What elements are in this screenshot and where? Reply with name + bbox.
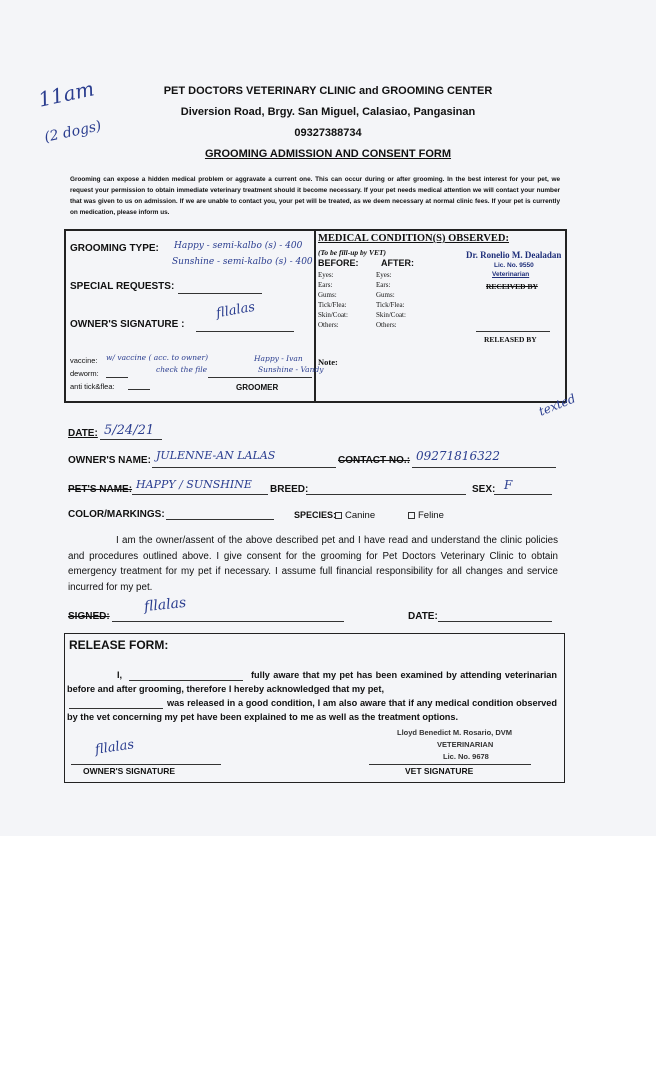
groomer-note-1: Happy - Ivan <box>254 354 303 363</box>
vaccine-value: w/ vaccine ( acc. to owner) <box>106 353 209 362</box>
release-form-box <box>64 633 565 783</box>
date-label: DATE: <box>68 428 98 439</box>
after-skincoat-label: Skin/Coat: <box>376 311 406 319</box>
sex-line <box>494 494 552 495</box>
color-label: COLOR/MARKINGS: <box>68 509 165 520</box>
release-i-label: I, <box>117 670 123 680</box>
before-gums-label: Gums: <box>318 291 337 299</box>
after-gums-label: Gums: <box>376 291 395 299</box>
after-ears-label: Ears: <box>376 281 391 289</box>
contact-label: CONTACT NO.: <box>338 455 411 466</box>
release-vet-role: VETERINARIAN <box>437 740 494 749</box>
after-heading: AFTER: <box>381 258 414 268</box>
before-heading: BEFORE: <box>318 258 359 268</box>
consent-paragraph: I am the owner/assent of the above described pet and I have read and understand the clinic policies and procedures outlined above. I give consent for the grooming for Pet Doctors Veterinary Clinic to obtain emergency treatment for my pet if necessary. I assume full financial responsibility for all changes and service incurred for my pet. <box>68 535 558 593</box>
released-by-line <box>476 331 550 332</box>
clinic-phone: 09327388734 <box>294 127 362 139</box>
special-requests-line <box>178 293 262 294</box>
consent-date-label: DATE: <box>408 611 438 622</box>
intro-paragraph: Grooming can expose a hidden medical problem or aggravate a current one. This can occur during or after grooming. In the best interest for your pet, we request your permission to obtain immediate veterinary treatment should it become necessary. If your pet needs medical attention we will contact your number that was given to us on admission. If we are unable to contact you, your pet will be treated, as we deem necessary at normal clinic fees. If your pet is currently on medication, please inform us. <box>70 176 560 216</box>
owner-signature-top: fllalas <box>214 299 257 322</box>
release-vet-license: Lic. No. 9678 <box>443 752 489 761</box>
signed-signature: fllalas <box>143 594 187 616</box>
medical-title: MEDICAL CONDITION(S) OBSERVED: <box>318 233 509 244</box>
owner-name-value: JULENNE-AN LALAS <box>156 449 276 462</box>
release-vet-sig-label: VET SIGNATURE <box>405 766 474 776</box>
species-label: SPECIES: <box>294 510 337 520</box>
release-title: RELEASE FORM: <box>69 638 169 652</box>
clinic-address: Diversion Road, Brgy. San Miguel, Calasiao, Pangasinan <box>180 106 476 118</box>
grooming-medical-box <box>64 229 567 403</box>
release-owner-sig-label: OWNER'S SIGNATURE <box>83 766 176 776</box>
before-ears-label: Ears: <box>318 281 333 289</box>
grooming-type-line1: Happy - semi-kalbo (s) - 400 <box>174 241 303 251</box>
before-others-label: Others: <box>318 321 339 329</box>
owner-signature-line <box>196 331 294 332</box>
after-tickflea-label: Tick/Flea: <box>376 301 405 309</box>
before-skincoat-label: Skin/Coat: <box>318 311 348 319</box>
antitick-line <box>128 389 150 390</box>
deworm-value: check the file <box>156 365 208 374</box>
contact-value: 09271816322 <box>416 449 500 463</box>
condition-row <box>318 321 446 331</box>
handwritten-time-note: 11am <box>36 76 97 112</box>
released-by-label: RELEASED BY <box>484 335 537 344</box>
box-divider <box>314 231 316 401</box>
breed-label: BREED: <box>270 484 309 495</box>
signed-line <box>112 621 344 622</box>
deworm-line <box>106 377 128 378</box>
owner-name-label: OWNER'S NAME: <box>68 455 151 466</box>
sex-value: F <box>504 478 513 492</box>
condition-row <box>318 271 446 281</box>
before-eyes-label: Eyes: <box>318 271 334 279</box>
owner-name-line <box>152 467 336 468</box>
condition-row <box>318 291 446 301</box>
canine-label: Canine <box>345 510 376 521</box>
grooming-type-line2: Sunshine - semi-kalbo (s) - 400 <box>172 257 313 267</box>
medical-subtitle: (To be fill-up by VET) <box>318 248 387 257</box>
condition-row <box>318 311 446 321</box>
canine-checkbox[interactable] <box>335 512 342 519</box>
before-tickflea-label: Tick/Flea: <box>318 301 347 309</box>
vet-stamp-name: Dr. Ronelio M. Dealadan <box>466 250 562 260</box>
release-owner-sig-line <box>71 764 221 765</box>
vet-stamp-license: Lic. No. 9550 <box>494 262 534 269</box>
grooming-type-label: GROOMING TYPE: <box>70 243 159 254</box>
note-label: Note: <box>318 357 338 367</box>
date-value: 5/24/21 <box>104 423 155 438</box>
release-vet-name: Lloyd Benedict M. Rosario, DVM <box>397 728 513 737</box>
deworm-label: deworm: <box>70 369 99 378</box>
date-line <box>100 439 162 440</box>
release-owner-signature: fllalas <box>94 737 136 758</box>
condition-row <box>318 281 446 291</box>
feline-checkbox[interactable] <box>408 512 415 519</box>
breed-line <box>306 494 466 495</box>
after-others-label: Others: <box>376 321 397 329</box>
condition-rows <box>318 271 446 331</box>
vaccine-label: vaccine: <box>70 356 98 365</box>
condition-row <box>318 301 446 311</box>
handwritten-texted-note: texted <box>536 391 578 419</box>
release-vet-sig-line <box>369 764 531 765</box>
groomer-label: GROOMER <box>236 383 279 392</box>
release-text-1: fully aware that my pet has been examined by attending veterinarian before and after grooming, therefore I hereby acknowledged that my pet, <box>67 670 557 694</box>
signed-label: SIGNED: <box>68 611 110 622</box>
pet-name-value: HAPPY / SUNSHINE <box>136 478 252 491</box>
owner-signature-label: OWNER'S SIGNATURE : <box>70 319 185 330</box>
form-title: GROOMING ADMISSION AND CONSENT FORM <box>204 148 452 160</box>
pet-name-line <box>132 494 268 495</box>
received-by-label: RECEIVED BY <box>486 282 538 291</box>
special-requests-label: SPECIAL REQUESTS: <box>70 281 175 292</box>
groomer-note-2: Sunshine - Vandy <box>258 365 324 374</box>
color-line <box>166 519 274 520</box>
vet-stamp-role: Veterinarian <box>492 271 530 278</box>
release-text-2: was released in a good condition, I am also aware that if any medical condition observed by the vet concerning my pet have been explained to me as well as the treatment options. <box>67 698 557 722</box>
sex-label: SEX: <box>472 484 496 495</box>
pet-name-label: PET'S NAME: <box>68 484 133 495</box>
antitick-label: anti tick&flea: <box>70 382 115 391</box>
groomer-line <box>208 377 312 378</box>
handwritten-dogs-note: (2 dogs) <box>42 118 103 146</box>
consent-date-line <box>438 621 552 622</box>
contact-line <box>412 467 556 468</box>
feline-label: Feline <box>418 510 444 521</box>
after-eyes-label: Eyes: <box>376 271 392 279</box>
clinic-name: PET DOCTORS VETERINARY CLINIC and GROOMING CENTER <box>163 85 493 97</box>
